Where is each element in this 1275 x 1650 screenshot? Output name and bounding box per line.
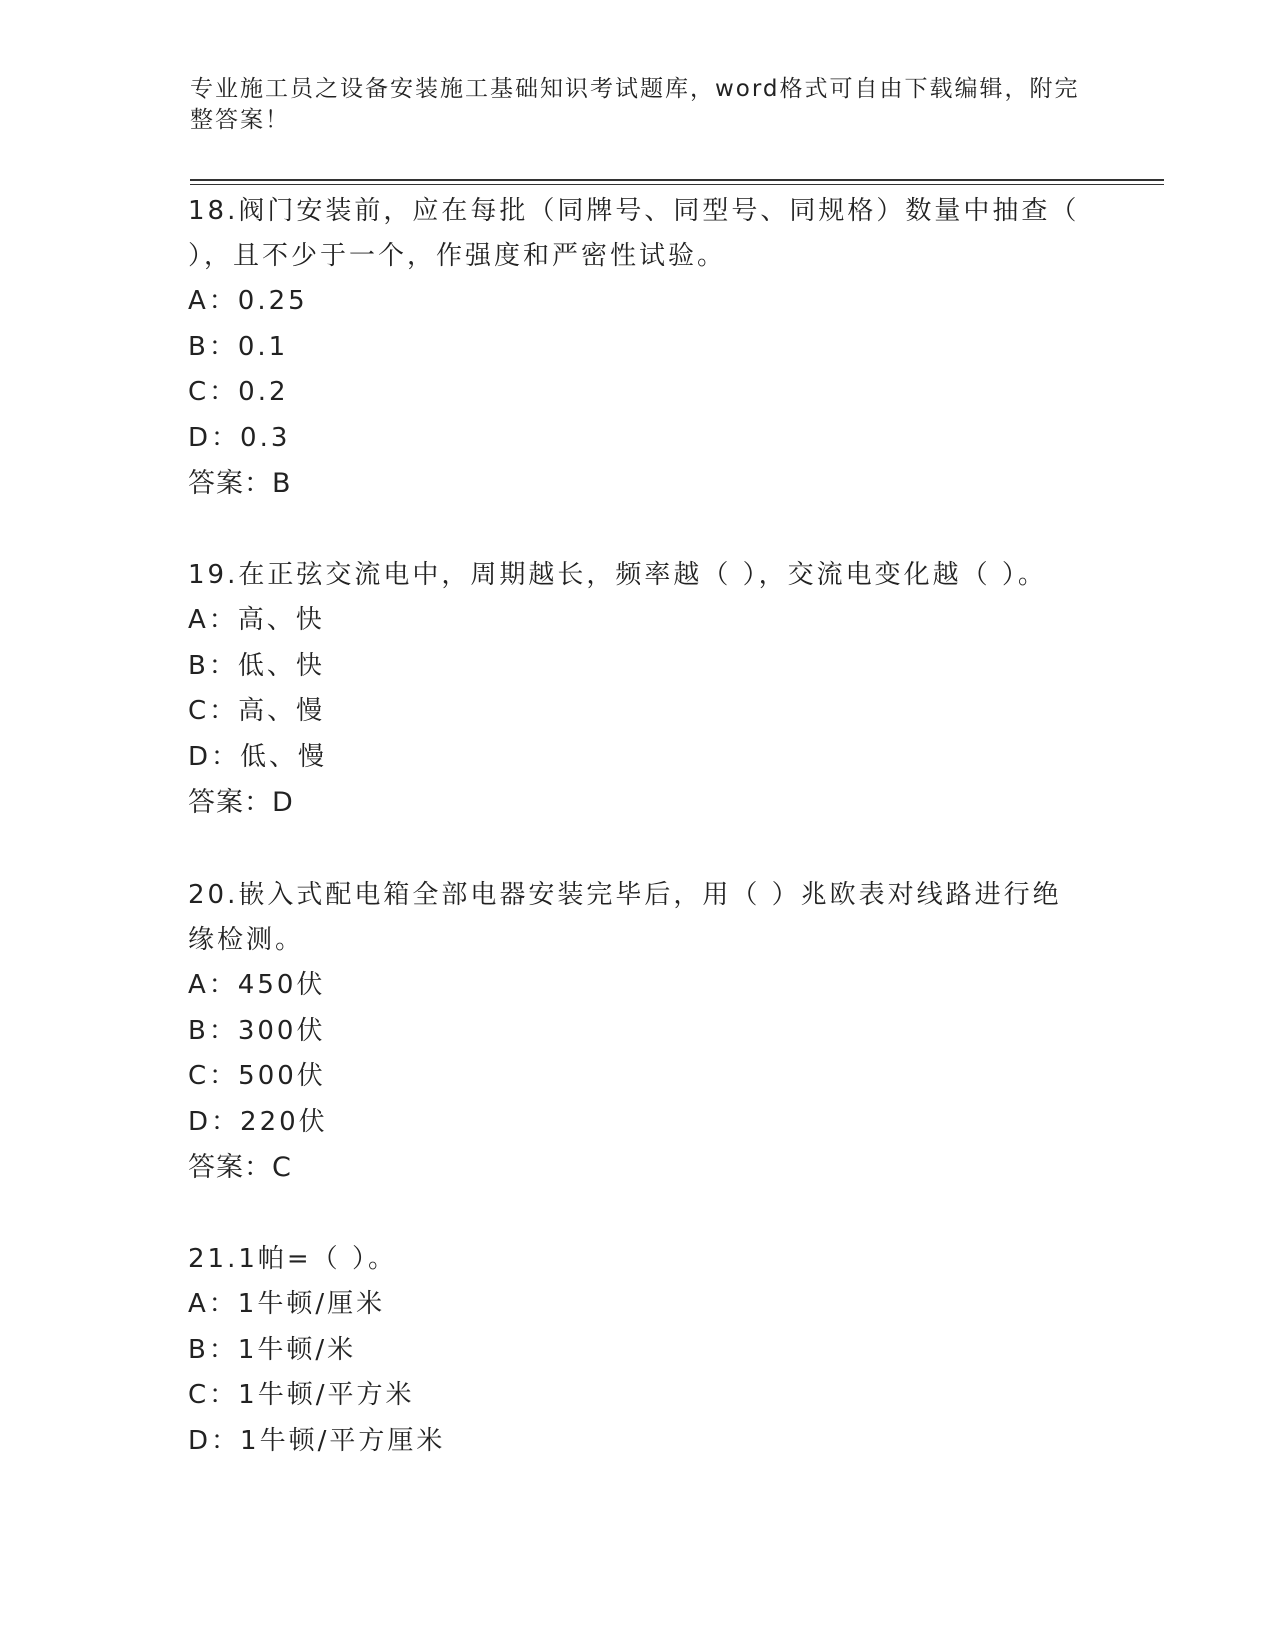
option-a: A：0.25 bbox=[188, 286, 308, 316]
question-stem: 20.嵌入式配电箱全部电器安装完毕后，用（ ）兆欧表对线路进行绝缘检测。 bbox=[188, 880, 1062, 955]
option-d: D：0.3 bbox=[188, 422, 291, 453]
option-b: B：300伏 bbox=[188, 1015, 326, 1046]
option-b: B：0.1 bbox=[188, 331, 289, 362]
question-stem: 19.在正弦交流电中，周期越长，频率越（ ），交流电变化越（ ）。 bbox=[188, 560, 1047, 590]
option-d: D：低、慢 bbox=[188, 741, 328, 772]
question-19 bbox=[188, 553, 1088, 825]
option-b: B：低、快 bbox=[188, 650, 325, 681]
answer-line: 答案：B bbox=[188, 468, 292, 499]
option-a: A：450伏 bbox=[188, 970, 326, 1000]
option-a: A：高、快 bbox=[188, 605, 325, 635]
document-header: 专业施工员之设备安装施工基础知识考试题库，word格式可自由下载编辑，附完整答案！ bbox=[190, 76, 1080, 133]
option-c: C：高、慢 bbox=[188, 696, 326, 726]
question-20 bbox=[188, 873, 1088, 1190]
question-18 bbox=[188, 189, 1088, 506]
option-c: C：0.2 bbox=[188, 377, 289, 407]
option-a: A：1牛顿/厘米 bbox=[188, 1289, 386, 1319]
question-21 bbox=[188, 1237, 1088, 1464]
header-divider bbox=[190, 179, 1164, 181]
option-b: B：1牛顿/米 bbox=[188, 1334, 357, 1365]
option-c: C：1牛顿/平方米 bbox=[188, 1380, 415, 1410]
option-c: C：500伏 bbox=[188, 1061, 326, 1091]
question-stem: 21.1帕=（ ）。 bbox=[188, 1244, 397, 1274]
option-d: D：1牛顿/平方厘米 bbox=[188, 1425, 446, 1456]
question-stem: 18.阀门安装前，应在每批（同牌号、同型号、同规格）数量中抽查（ ），且不少于一个，作强度和严密性试验。 bbox=[188, 196, 1080, 271]
option-d: D：220伏 bbox=[188, 1106, 328, 1137]
answer-line: 答案：D bbox=[188, 787, 294, 818]
answer-line: 答案：C bbox=[188, 1152, 292, 1183]
header-divider-thin bbox=[190, 184, 1164, 185]
